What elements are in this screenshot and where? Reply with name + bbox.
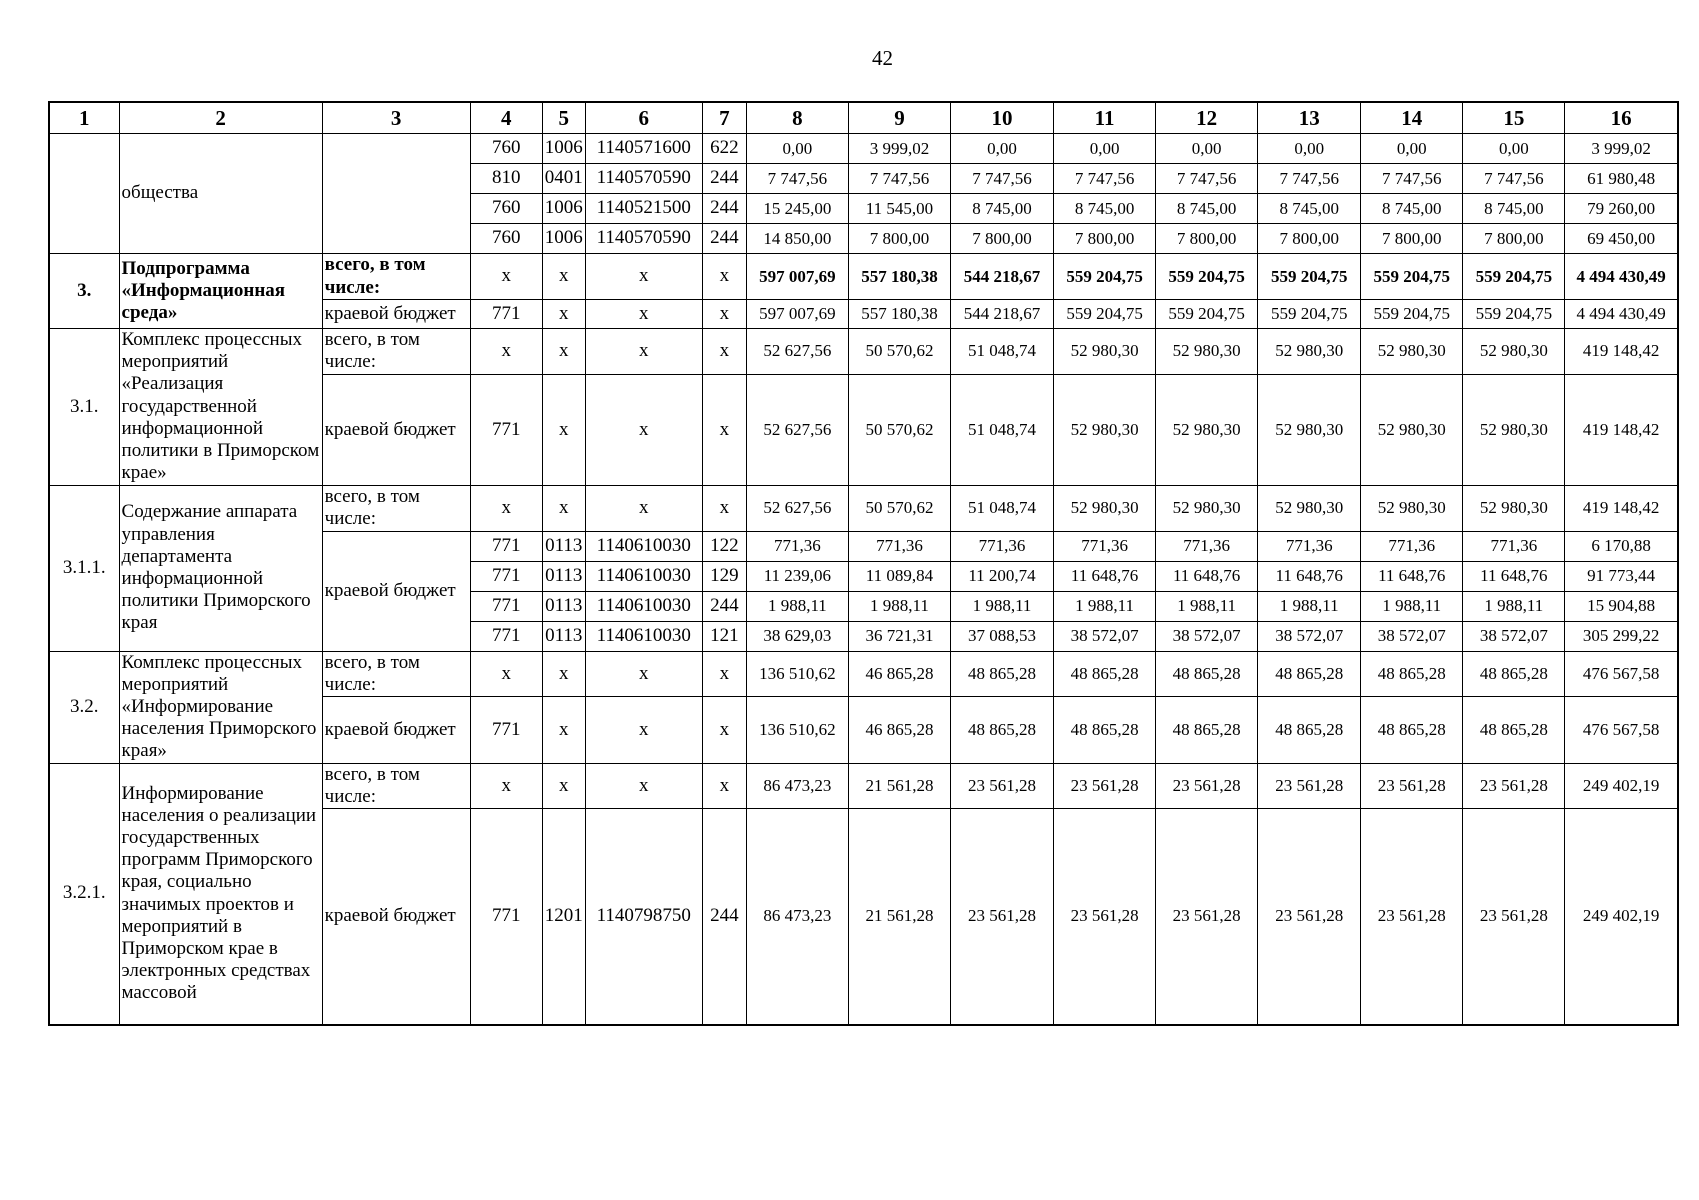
value-cell: 11 089,84 [848,561,950,591]
value-cell: 48 865,28 [1156,697,1258,763]
value-cell: 52 980,30 [1156,374,1258,485]
value-cell: 51 048,74 [950,485,1053,531]
code-cell: 1201 [542,809,585,1025]
value-cell: 46 865,28 [848,651,950,697]
value-cell: 7 747,56 [1361,164,1463,194]
row-name: Информирование населения о реализации государственных программ Приморского края, социально значимых проектов и мероприятий в Приморском крае в электронных средствах массовой [119,763,322,1024]
code-cell: 0113 [542,591,585,621]
row-index: 3.2. [49,651,119,763]
value-cell: 52 980,30 [1463,485,1565,531]
funding-source: краевой бюджет [322,374,470,485]
code-cell: x [702,254,746,300]
value-cell: 4 494 430,49 [1565,300,1678,329]
value-cell: 61 980,48 [1565,164,1678,194]
value-cell: 0,00 [746,134,848,164]
value-cell: 23 561,28 [1463,809,1565,1025]
value-cell: 8 745,00 [1258,194,1361,224]
value-cell: 771,36 [1463,531,1565,561]
value-cell: 21 561,28 [848,763,950,808]
value-cell: 38 572,07 [1258,621,1361,651]
funding-source: краевой бюджет [322,300,470,329]
value-cell: 23 561,28 [950,763,1053,808]
column-header: 12 [1156,102,1258,134]
value-cell: 559 204,75 [1156,254,1258,300]
funding-source [322,134,470,254]
value-cell: 771,36 [1258,531,1361,561]
code-cell: 0113 [542,561,585,591]
value-cell: 8 745,00 [1156,194,1258,224]
row-name: Содержание аппарата управления департамента информационной политики Приморского края [119,485,322,651]
value-cell: 52 980,30 [1258,485,1361,531]
value-cell: 52 980,30 [1054,329,1156,375]
value-cell: 1 988,11 [1463,591,1565,621]
value-cell: 7 800,00 [1258,224,1361,254]
code-cell: 810 [470,164,542,194]
funding-source-total: всего, в том числе: [322,651,470,697]
budget-table [48,101,1679,1026]
column-header: 7 [702,102,746,134]
value-cell: 46 865,28 [848,697,950,763]
value-cell: 52 627,56 [746,374,848,485]
value-cell: 7 747,56 [1463,164,1565,194]
value-cell: 23 561,28 [1361,809,1463,1025]
code-cell: 121 [702,621,746,651]
table-row [49,329,1678,375]
value-cell: 8 745,00 [950,194,1053,224]
value-cell: 136 510,62 [746,697,848,763]
value-cell: 11 648,76 [1361,561,1463,591]
value-cell: 1 988,11 [848,591,950,621]
value-cell: 0,00 [950,134,1053,164]
value-cell: 1 988,11 [746,591,848,621]
value-cell: 52 980,30 [1463,329,1565,375]
value-cell: 48 865,28 [950,697,1053,763]
value-cell: 11 239,06 [746,561,848,591]
code-cell: 1140610030 [585,531,702,561]
value-cell: 48 865,28 [950,651,1053,697]
code-cell: x [585,254,702,300]
value-cell: 771,36 [950,531,1053,561]
value-cell: 771,36 [1156,531,1258,561]
value-cell: 559 204,75 [1054,300,1156,329]
value-cell: 544 218,67 [950,254,1053,300]
value-cell: 38 572,07 [1156,621,1258,651]
code-cell: 771 [470,809,542,1025]
code-cell: x [585,329,702,375]
value-cell: 23 561,28 [950,809,1053,1025]
row-index: 3. [49,254,119,329]
value-cell: 48 865,28 [1054,697,1156,763]
column-header: 11 [1054,102,1156,134]
code-cell: x [542,697,585,763]
value-cell: 559 204,75 [1463,254,1565,300]
value-cell: 23 561,28 [1156,763,1258,808]
value-cell: 136 510,62 [746,651,848,697]
table-row [49,254,1678,300]
value-cell: 48 865,28 [1361,697,1463,763]
column-header: 10 [950,102,1053,134]
value-cell: 559 204,75 [1156,300,1258,329]
value-cell: 559 204,75 [1258,254,1361,300]
page-number: 42 [872,46,893,70]
row-name: Подпрограмма «Информационная среда» [119,254,322,329]
value-cell: 51 048,74 [950,329,1053,375]
value-cell: 1 988,11 [1054,591,1156,621]
code-cell: x [702,374,746,485]
code-cell: 1006 [542,134,585,164]
funding-source-total: всего, в том числе: [322,763,470,808]
value-cell: 52 980,30 [1156,485,1258,531]
code-cell: 1140610030 [585,621,702,651]
value-cell: 52 980,30 [1054,485,1156,531]
code-cell: 0113 [542,531,585,561]
value-cell: 559 204,75 [1258,300,1361,329]
table-row [49,485,1678,531]
code-cell: x [702,300,746,329]
column-header: 4 [470,102,542,134]
value-cell: 15 245,00 [746,194,848,224]
value-cell: 52 980,30 [1156,329,1258,375]
value-cell: 52 980,30 [1361,374,1463,485]
value-cell: 7 800,00 [848,224,950,254]
value-cell: 11 648,76 [1258,561,1361,591]
code-cell: 1140571600 [585,134,702,164]
column-header: 2 [119,102,322,134]
funding-source-total: всего, в том числе: [322,254,470,300]
value-cell: 48 865,28 [1463,697,1565,763]
funding-source-total: всего, в том числе: [322,485,470,531]
column-header: 16 [1565,102,1678,134]
code-cell: 0401 [542,164,585,194]
value-cell: 476 567,58 [1565,651,1678,697]
value-cell: 50 570,62 [848,485,950,531]
value-cell: 1 988,11 [1361,591,1463,621]
value-cell: 8 745,00 [1361,194,1463,224]
code-cell: 129 [702,561,746,591]
code-cell: 771 [470,300,542,329]
code-cell: 760 [470,224,542,254]
code-cell: x [470,329,542,375]
value-cell: 7 747,56 [950,164,1053,194]
value-cell: 15 904,88 [1565,591,1678,621]
code-cell: x [585,300,702,329]
value-cell: 21 561,28 [848,809,950,1025]
code-cell: 1006 [542,194,585,224]
funding-source-total: всего, в том числе: [322,329,470,375]
value-cell: 559 204,75 [1463,300,1565,329]
column-header: 13 [1258,102,1361,134]
value-cell: 11 648,76 [1054,561,1156,591]
value-cell: 557 180,38 [848,300,950,329]
code-cell: 244 [702,591,746,621]
value-cell: 771,36 [1361,531,1463,561]
value-cell: 1 988,11 [1258,591,1361,621]
value-cell: 38 572,07 [1463,621,1565,651]
row-index: 3.1. [49,329,119,486]
code-cell: x [542,485,585,531]
value-cell: 86 473,23 [746,809,848,1025]
column-header: 3 [322,102,470,134]
value-cell: 7 747,56 [1156,164,1258,194]
code-cell: x [585,374,702,485]
code-cell: x [542,329,585,375]
value-cell: 11 545,00 [848,194,950,224]
row-name: Комплекс процессных мероприятий «Информирование населения Приморского края» [119,651,322,763]
code-cell: x [585,763,702,808]
value-cell: 419 148,42 [1565,485,1678,531]
value-cell: 597 007,69 [746,300,848,329]
value-cell: 23 561,28 [1156,809,1258,1025]
code-cell: 244 [702,164,746,194]
value-cell: 36 721,31 [848,621,950,651]
value-cell: 23 561,28 [1463,763,1565,808]
value-cell: 7 747,56 [746,164,848,194]
value-cell: 3 999,02 [1565,134,1678,164]
value-cell: 23 561,28 [1054,809,1156,1025]
value-cell: 1 988,11 [1156,591,1258,621]
value-cell: 48 865,28 [1361,651,1463,697]
table-row [49,651,1678,697]
code-cell: 771 [470,374,542,485]
code-cell: 244 [702,194,746,224]
column-header: 14 [1361,102,1463,134]
row-name: общества [119,134,322,254]
value-cell: 52 980,30 [1361,329,1463,375]
value-cell: 0,00 [1258,134,1361,164]
value-cell: 4 494 430,49 [1565,254,1678,300]
code-cell: 1140798750 [585,809,702,1025]
code-cell: x [542,254,585,300]
code-cell: 1006 [542,224,585,254]
value-cell: 597 007,69 [746,254,848,300]
value-cell: 86 473,23 [746,763,848,808]
code-cell: x [702,697,746,763]
value-cell: 52 980,30 [1463,374,1565,485]
value-cell: 48 865,28 [1156,651,1258,697]
value-cell: 14 850,00 [746,224,848,254]
column-header: 1 [49,102,119,134]
code-cell: 0113 [542,621,585,651]
value-cell: 249 402,19 [1565,809,1678,1025]
value-cell: 11 648,76 [1156,561,1258,591]
code-cell: 771 [470,591,542,621]
code-cell: 1140610030 [585,561,702,591]
value-cell: 48 865,28 [1258,697,1361,763]
value-cell: 52 980,30 [1054,374,1156,485]
value-cell: 91 773,44 [1565,561,1678,591]
value-cell: 0,00 [1156,134,1258,164]
value-cell: 51 048,74 [950,374,1053,485]
code-cell: 1140521500 [585,194,702,224]
value-cell: 771,36 [746,531,848,561]
row-index [49,134,119,254]
code-cell: x [585,651,702,697]
code-cell: 122 [702,531,746,561]
value-cell: 52 627,56 [746,329,848,375]
value-cell: 7 800,00 [1463,224,1565,254]
value-cell: 50 570,62 [848,374,950,485]
value-cell: 11 648,76 [1463,561,1565,591]
column-header: 8 [746,102,848,134]
value-cell: 7 800,00 [1361,224,1463,254]
column-header: 6 [585,102,702,134]
code-cell: 771 [470,531,542,561]
value-cell: 48 865,28 [1463,651,1565,697]
value-cell: 52 980,30 [1361,485,1463,531]
value-cell: 0,00 [1054,134,1156,164]
value-cell: 52 980,30 [1258,374,1361,485]
code-cell: x [470,651,542,697]
code-cell: 1140570590 [585,164,702,194]
value-cell: 48 865,28 [1054,651,1156,697]
code-cell: x [702,651,746,697]
value-cell: 544 218,67 [950,300,1053,329]
value-cell: 305 299,22 [1565,621,1678,651]
value-cell: 557 180,38 [848,254,950,300]
code-cell: 1140570590 [585,224,702,254]
value-cell: 476 567,58 [1565,697,1678,763]
column-header: 15 [1463,102,1565,134]
code-cell: x [470,763,542,808]
value-cell: 7 747,56 [1054,164,1156,194]
table-header [49,102,1678,134]
code-cell: x [702,329,746,375]
code-cell: x [542,763,585,808]
column-header: 9 [848,102,950,134]
value-cell: 50 570,62 [848,329,950,375]
table-row [49,134,1678,164]
value-cell: 3 999,02 [848,134,950,164]
funding-source: краевой бюджет [322,531,470,651]
value-cell: 559 204,75 [1361,254,1463,300]
value-cell: 38 572,07 [1054,621,1156,651]
value-cell: 7 800,00 [950,224,1053,254]
value-cell: 7 747,56 [1258,164,1361,194]
code-cell: 760 [470,194,542,224]
table-row [49,763,1678,808]
code-cell: 771 [470,697,542,763]
value-cell: 38 629,03 [746,621,848,651]
code-cell: 1140610030 [585,591,702,621]
code-cell: x [470,485,542,531]
value-cell: 0,00 [1361,134,1463,164]
value-cell: 52 627,56 [746,485,848,531]
code-cell: 622 [702,134,746,164]
value-cell: 8 745,00 [1054,194,1156,224]
value-cell: 7 800,00 [1156,224,1258,254]
funding-source: краевой бюджет [322,809,470,1025]
value-cell: 23 561,28 [1258,763,1361,808]
value-cell: 11 200,74 [950,561,1053,591]
value-cell: 559 204,75 [1361,300,1463,329]
code-cell: 760 [470,134,542,164]
code-cell: x [470,254,542,300]
value-cell: 559 204,75 [1054,254,1156,300]
value-cell: 79 260,00 [1565,194,1678,224]
code-cell: x [702,763,746,808]
row-name: Комплекс процессных мероприятий «Реализация государственной информационной политики в Приморском крае» [119,329,322,486]
funding-source: краевой бюджет [322,697,470,763]
value-cell: 6 170,88 [1565,531,1678,561]
code-cell: x [542,374,585,485]
value-cell: 52 980,30 [1258,329,1361,375]
value-cell: 37 088,53 [950,621,1053,651]
value-cell: 419 148,42 [1565,374,1678,485]
value-cell: 419 148,42 [1565,329,1678,375]
code-cell: x [542,300,585,329]
value-cell: 7 800,00 [1054,224,1156,254]
value-cell: 23 561,28 [1054,763,1156,808]
value-cell: 23 561,28 [1361,763,1463,808]
code-cell: 771 [470,621,542,651]
code-cell: x [702,485,746,531]
value-cell: 771,36 [848,531,950,561]
value-cell: 38 572,07 [1361,621,1463,651]
code-cell: 244 [702,809,746,1025]
column-header: 5 [542,102,585,134]
code-cell: 771 [470,561,542,591]
value-cell: 8 745,00 [1463,194,1565,224]
code-cell: x [542,651,585,697]
value-cell: 0,00 [1463,134,1565,164]
value-cell: 48 865,28 [1258,651,1361,697]
row-index: 3.2.1. [49,763,119,1024]
value-cell: 1 988,11 [950,591,1053,621]
value-cell: 771,36 [1054,531,1156,561]
row-index: 3.1.1. [49,485,119,651]
code-cell: x [585,697,702,763]
value-cell: 7 747,56 [848,164,950,194]
value-cell: 69 450,00 [1565,224,1678,254]
code-cell: x [585,485,702,531]
value-cell: 23 561,28 [1258,809,1361,1025]
value-cell: 249 402,19 [1565,763,1678,808]
code-cell: 244 [702,224,746,254]
